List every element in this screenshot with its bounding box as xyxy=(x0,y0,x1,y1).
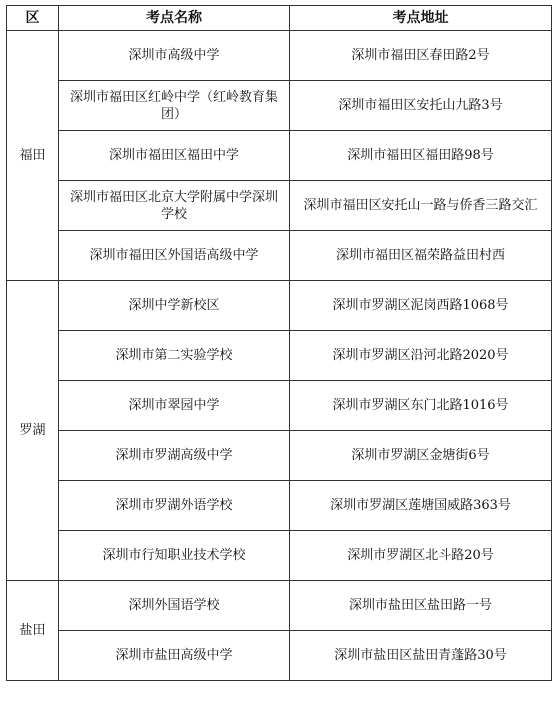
site-name-cell: 深圳市福田区外国语高级中学 xyxy=(59,231,290,281)
table-row xyxy=(7,531,552,581)
site-name-cell: 深圳市行知职业技术学校 xyxy=(59,531,290,581)
table-row xyxy=(7,431,552,481)
exam-site-table xyxy=(6,5,552,681)
site-address-cell: 深圳市福田区安托山一路与侨香三路交汇 xyxy=(290,181,552,231)
site-address-cell: 深圳市罗湖区莲塘国威路363号 xyxy=(290,481,552,531)
site-name-cell: 深圳市罗湖高级中学 xyxy=(59,431,290,481)
site-address-cell: 深圳市罗湖区金塘街6号 xyxy=(290,431,552,481)
table-body xyxy=(7,31,552,681)
site-address-cell: 深圳市罗湖区沿河北路2020号 xyxy=(290,331,552,381)
table-row xyxy=(7,381,552,431)
site-name-cell: 深圳中学新校区 xyxy=(59,281,290,331)
site-name-cell: 深圳市罗湖外语学校 xyxy=(59,481,290,531)
site-address-cell: 深圳市罗湖区东门北路1016号 xyxy=(290,381,552,431)
table-row xyxy=(7,281,552,331)
district-cell: 福田 xyxy=(7,31,59,281)
site-name-cell: 深圳市福田区北京大学附属中学深圳学校 xyxy=(59,181,290,231)
site-address-cell: 深圳市福田区福荣路益田村西 xyxy=(290,231,552,281)
site-name-cell: 深圳外国语学校 xyxy=(59,581,290,631)
site-address-cell: 深圳市罗湖区北斗路20号 xyxy=(290,531,552,581)
site-address-cell: 深圳市福田区福田路98号 xyxy=(290,131,552,181)
table-row xyxy=(7,331,552,381)
table-row xyxy=(7,31,552,81)
site-address-cell: 深圳市福田区春田路2号 xyxy=(290,31,552,81)
table-row xyxy=(7,481,552,531)
header-site-address: 考点地址 xyxy=(290,6,552,31)
header-district: 区 xyxy=(7,6,59,31)
header-site-name: 考点名称 xyxy=(59,6,290,31)
site-address-cell: 深圳市盐田区盐田青蓬路30号 xyxy=(290,631,552,681)
table-row xyxy=(7,581,552,631)
site-address-cell: 深圳市盐田区盐田路一号 xyxy=(290,581,552,631)
table-row xyxy=(7,181,552,231)
site-name-cell: 深圳市翠园中学 xyxy=(59,381,290,431)
site-name-cell: 深圳市盐田高级中学 xyxy=(59,631,290,681)
header-row xyxy=(7,6,552,31)
table-row xyxy=(7,81,552,131)
site-address-cell: 深圳市福田区安托山九路3号 xyxy=(290,81,552,131)
table-row xyxy=(7,131,552,181)
district-cell: 罗湖 xyxy=(7,281,59,581)
site-name-cell: 深圳市高级中学 xyxy=(59,31,290,81)
site-name-cell: 深圳市福田区红岭中学（红岭教育集团） xyxy=(59,81,290,131)
site-name-cell: 深圳市第二实验学校 xyxy=(59,331,290,381)
district-cell: 盐田 xyxy=(7,581,59,681)
table-row xyxy=(7,231,552,281)
site-name-cell: 深圳市福田区福田中学 xyxy=(59,131,290,181)
site-address-cell: 深圳市罗湖区泥岗西路1068号 xyxy=(290,281,552,331)
table-row xyxy=(7,631,552,681)
